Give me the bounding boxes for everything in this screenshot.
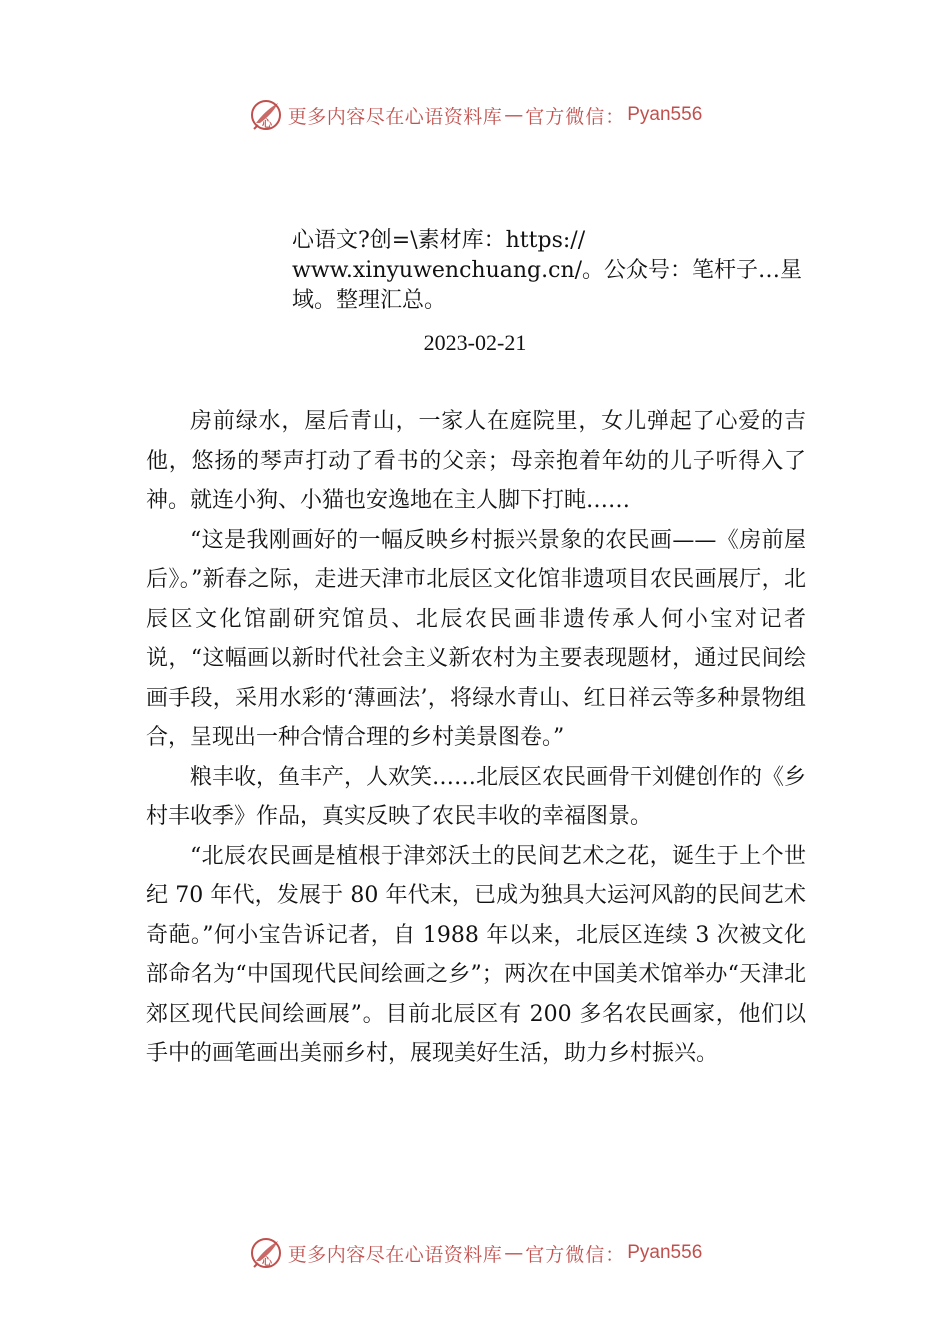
svg-text:心: 心 bbox=[261, 119, 272, 130]
banner-wechat-id: Pyan556 bbox=[627, 1242, 703, 1263]
quill-logo-icon bbox=[248, 97, 284, 133]
article-body bbox=[146, 402, 806, 1074]
header-banner bbox=[0, 95, 950, 135]
source-line-2: www.xinyuwenchuang.cn/。公众号：笔杆子…星 bbox=[292, 258, 803, 283]
banner-wechat-label: 官方微信： bbox=[525, 1243, 626, 1266]
paragraph: “这是我刚画好的一幅反映乡村振兴景象的农民画——《房前屋后》。”新春之际，走进天津市北辰区文化馆非遗项目农民画展厅，北辰区文化馆副研究馆员、北辰农民画非遗传承人何小宝对记者说，“这幅画以新时代社会主义新农村为主要表现题材，通过民间绘画手段，采用水彩的‘薄画法’，将绿水青山、红日祥云等多种景物组合，呈现出一种合情合理的乡村美景图卷。” bbox=[146, 527, 806, 750]
banner-text: 更多内容尽在心语资料库 bbox=[287, 105, 503, 128]
quill-logo-icon bbox=[248, 1235, 284, 1271]
paragraph: 房前绿水，屋后青山，一家人在庭院里，女儿弹起了心爱的吉他，悠扬的琴声打动了看书的父亲；母亲抱着年幼的儿子听得入了神。就连小狗、小猫也安逸地在主人脚下打盹…… bbox=[146, 409, 806, 513]
footer-banner bbox=[0, 1233, 950, 1273]
article-date: 2023-02-21 bbox=[423, 330, 527, 355]
banner-separator: — bbox=[504, 104, 524, 126]
banner-wechat-label: 官方微信： bbox=[525, 105, 626, 128]
banner-separator: — bbox=[504, 1242, 524, 1264]
source-note bbox=[292, 226, 837, 316]
banner-text: 更多内容尽在心语资料库 bbox=[287, 1243, 503, 1266]
paragraph: “北辰农民画是植根于津郊沃土的民间艺术之花，诞生于上个世纪 70 年代，发展于 80 年代末，已成为独具大运河风韵的民间艺术奇葩。”何小宝告诉记者，自 1988 年以来，北辰区连续 3 次被文化部命名为“中国现代民间绘画之乡”；两次在中国美术馆举办“天津北郊区现代民间绘画展”。目前北辰区有 200 多名农民画家，他们以手中的画笔画出美丽乡村，展现美好生活，助力乡村振兴。 bbox=[146, 843, 806, 1066]
paragraph: 粮丰收，鱼丰产，人欢笑……北辰区农民画骨干刘健创作的《乡村丰收季》作品，真实反映了农民丰收的幸福图景。 bbox=[146, 764, 807, 829]
source-line-1: 心语文?创=\素材库：https:// bbox=[292, 228, 586, 253]
svg-text:心: 心 bbox=[261, 1257, 272, 1268]
banner-wechat-id: Pyan556 bbox=[627, 104, 703, 125]
source-line-3: 域。整理汇总。 bbox=[292, 288, 447, 313]
